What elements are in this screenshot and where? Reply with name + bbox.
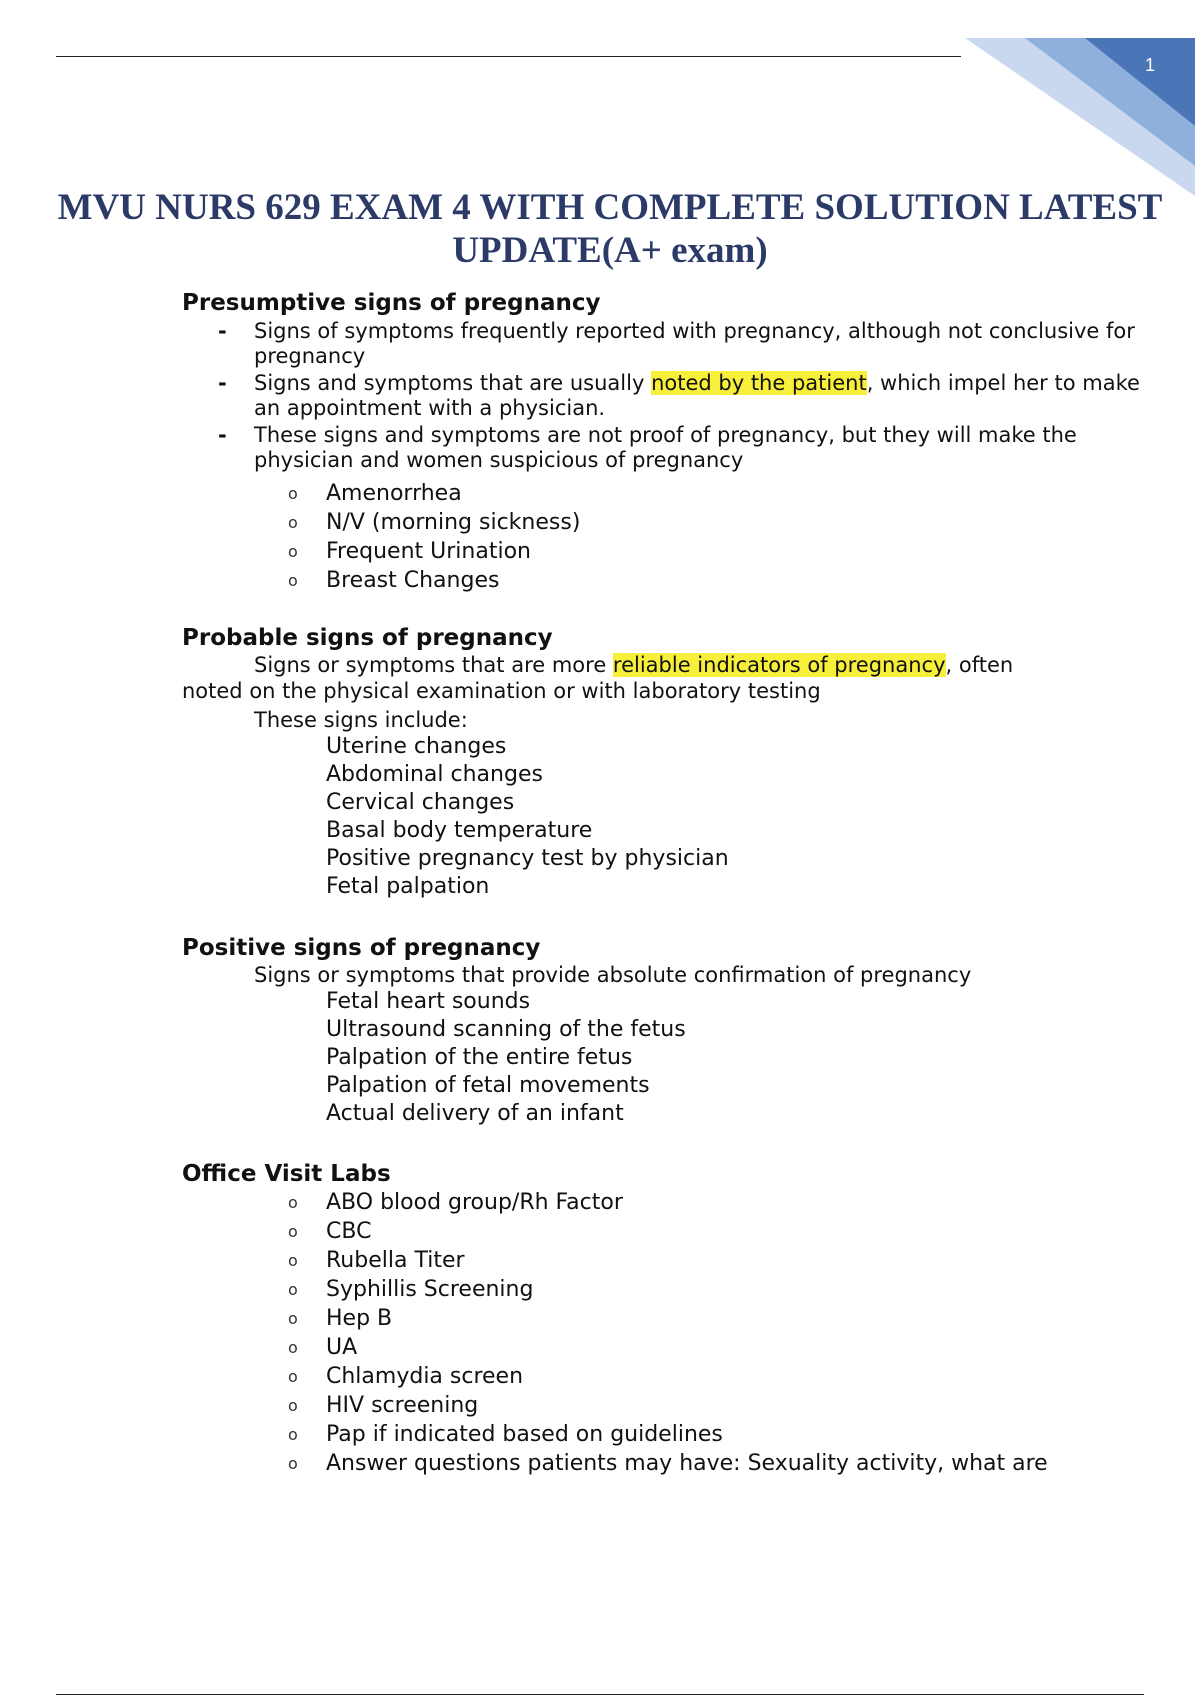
list-item: Positive pregnancy test by physician xyxy=(326,846,729,871)
list-item: Palpation of the entire fetus xyxy=(326,1045,633,1070)
bullet-text: These signs and symptoms are not proof of pregnancy, but they will make the physician and women suspicious of pregnancy xyxy=(254,423,1077,472)
intro-text-before: Signs or symptoms that are more xyxy=(254,653,613,677)
circle-bullet-icon: o xyxy=(288,1338,298,1357)
list-item-text: ABO blood group/Rh Factor xyxy=(326,1190,623,1215)
dash-marker: - xyxy=(218,319,227,343)
list-item xyxy=(182,479,1162,508)
list-item-text: HIV screening xyxy=(326,1393,479,1418)
highlighted-text: noted by the patient xyxy=(651,371,867,395)
presumptive-bullet-2 xyxy=(182,371,1162,421)
list-item xyxy=(182,1217,1162,1246)
probable-intro xyxy=(182,652,1162,678)
list-item xyxy=(182,1188,1162,1217)
probable-intro-line-2: noted on the physical examination or with laboratory testing xyxy=(182,679,821,703)
list-item xyxy=(182,566,1162,595)
list-item-text: Pap if indicated based on guidelines xyxy=(326,1422,723,1447)
circle-bullet-icon: o xyxy=(288,1396,298,1415)
bullet-text-before: Signs and symptoms that are usually xyxy=(254,371,652,395)
circle-bullet-icon: o xyxy=(288,513,298,532)
positive-section xyxy=(182,934,1162,1128)
list-item xyxy=(182,1391,1162,1420)
bullet-text: Signs of symptoms frequently reported with pregnancy, although not conclusive for pregnancy xyxy=(254,319,1135,368)
list-item-text: N/V (morning sickness) xyxy=(326,510,581,535)
document-title xyxy=(40,186,1180,272)
labs-heading: Office Visit Labs xyxy=(182,1161,391,1187)
list-item: Palpation of fetal movements xyxy=(326,1073,650,1098)
list-item: Cervical changes xyxy=(326,790,515,815)
positive-heading: Positive signs of pregnancy xyxy=(182,935,541,961)
list-item-text: Frequent Urination xyxy=(326,539,531,564)
presumptive-bullet-1 xyxy=(182,319,1162,369)
list-item xyxy=(182,1449,1162,1478)
probable-heading: Probable signs of pregnancy xyxy=(182,625,553,651)
list-item: Basal body temperature xyxy=(326,818,593,843)
circle-bullet-icon: o xyxy=(288,1193,298,1212)
intro-text-after: , often xyxy=(945,653,1014,677)
circle-bullet-icon: o xyxy=(288,484,298,503)
list-item-text: CBC xyxy=(326,1219,372,1244)
list-item-text: Syphillis Screening xyxy=(326,1277,534,1302)
circle-bullet-icon: o xyxy=(288,1222,298,1241)
list-item-text: Rubella Titer xyxy=(326,1248,465,1273)
title-line-1: MVU NURS 629 EXAM 4 WITH COMPLETE SOLUTION LATEST xyxy=(57,187,1163,228)
list-item xyxy=(182,1362,1162,1391)
list-item: Fetal heart sounds xyxy=(326,989,531,1014)
list-item: Actual delivery of an infant xyxy=(326,1101,624,1126)
circle-bullet-icon: o xyxy=(288,1280,298,1299)
labs-section xyxy=(182,1160,1162,1478)
circle-bullet-icon: o xyxy=(288,542,298,561)
probable-section xyxy=(182,624,1162,901)
title-line-2: UPDATE(A+ exam) xyxy=(452,230,768,271)
list-item: Abdominal changes xyxy=(326,762,543,787)
list-item-text: Answer questions patients may have: Sexuality activity, what are xyxy=(326,1451,1048,1476)
header-rule xyxy=(56,56,961,57)
circle-bullet-icon: o xyxy=(288,1251,298,1270)
list-item xyxy=(182,1333,1162,1362)
circle-bullet-icon: o xyxy=(288,1367,298,1386)
list-item: Ultrasound scanning of the fetus xyxy=(326,1017,686,1042)
list-item-text: UA xyxy=(326,1335,358,1360)
list-item xyxy=(182,1275,1162,1304)
list-item xyxy=(182,1304,1162,1333)
presumptive-section xyxy=(182,289,1162,595)
footer-rule xyxy=(56,1694,1144,1695)
list-item: Fetal palpation xyxy=(326,874,490,899)
probable-include-label: These signs include: xyxy=(254,708,468,732)
positive-intro: Signs or symptoms that provide absolute confirmation of pregnancy xyxy=(254,963,972,987)
page-number: 1 xyxy=(1144,55,1155,75)
circle-bullet-icon: o xyxy=(288,1425,298,1444)
presumptive-heading: Presumptive signs of pregnancy xyxy=(182,290,601,316)
list-item-text: Chlamydia screen xyxy=(326,1364,524,1389)
list-item xyxy=(182,1420,1162,1449)
list-item-text: Hep B xyxy=(326,1306,393,1331)
presumptive-sign-list xyxy=(182,479,1162,595)
list-item xyxy=(182,508,1162,537)
list-item: Uterine changes xyxy=(326,734,507,759)
list-item-text: Amenorrhea xyxy=(326,481,462,506)
presumptive-bullet-3 xyxy=(182,423,1162,473)
positive-sign-list xyxy=(182,988,1162,1128)
presumptive-bullet-list xyxy=(182,319,1162,473)
bullet-text-after: , which impel her to make an appointment with a physician. xyxy=(254,371,1140,420)
circle-bullet-icon: o xyxy=(288,1309,298,1328)
list-item xyxy=(182,1246,1162,1275)
probable-sign-list xyxy=(182,733,1162,901)
highlighted-text: reliable indicators of pregnancy xyxy=(612,653,946,677)
circle-bullet-icon: o xyxy=(288,571,298,590)
dash-marker: - xyxy=(218,423,227,447)
labs-list xyxy=(182,1188,1162,1478)
list-item xyxy=(182,537,1162,566)
dash-marker: - xyxy=(218,371,227,395)
list-item-text: Breast Changes xyxy=(326,568,500,593)
circle-bullet-icon: o xyxy=(288,1454,298,1473)
